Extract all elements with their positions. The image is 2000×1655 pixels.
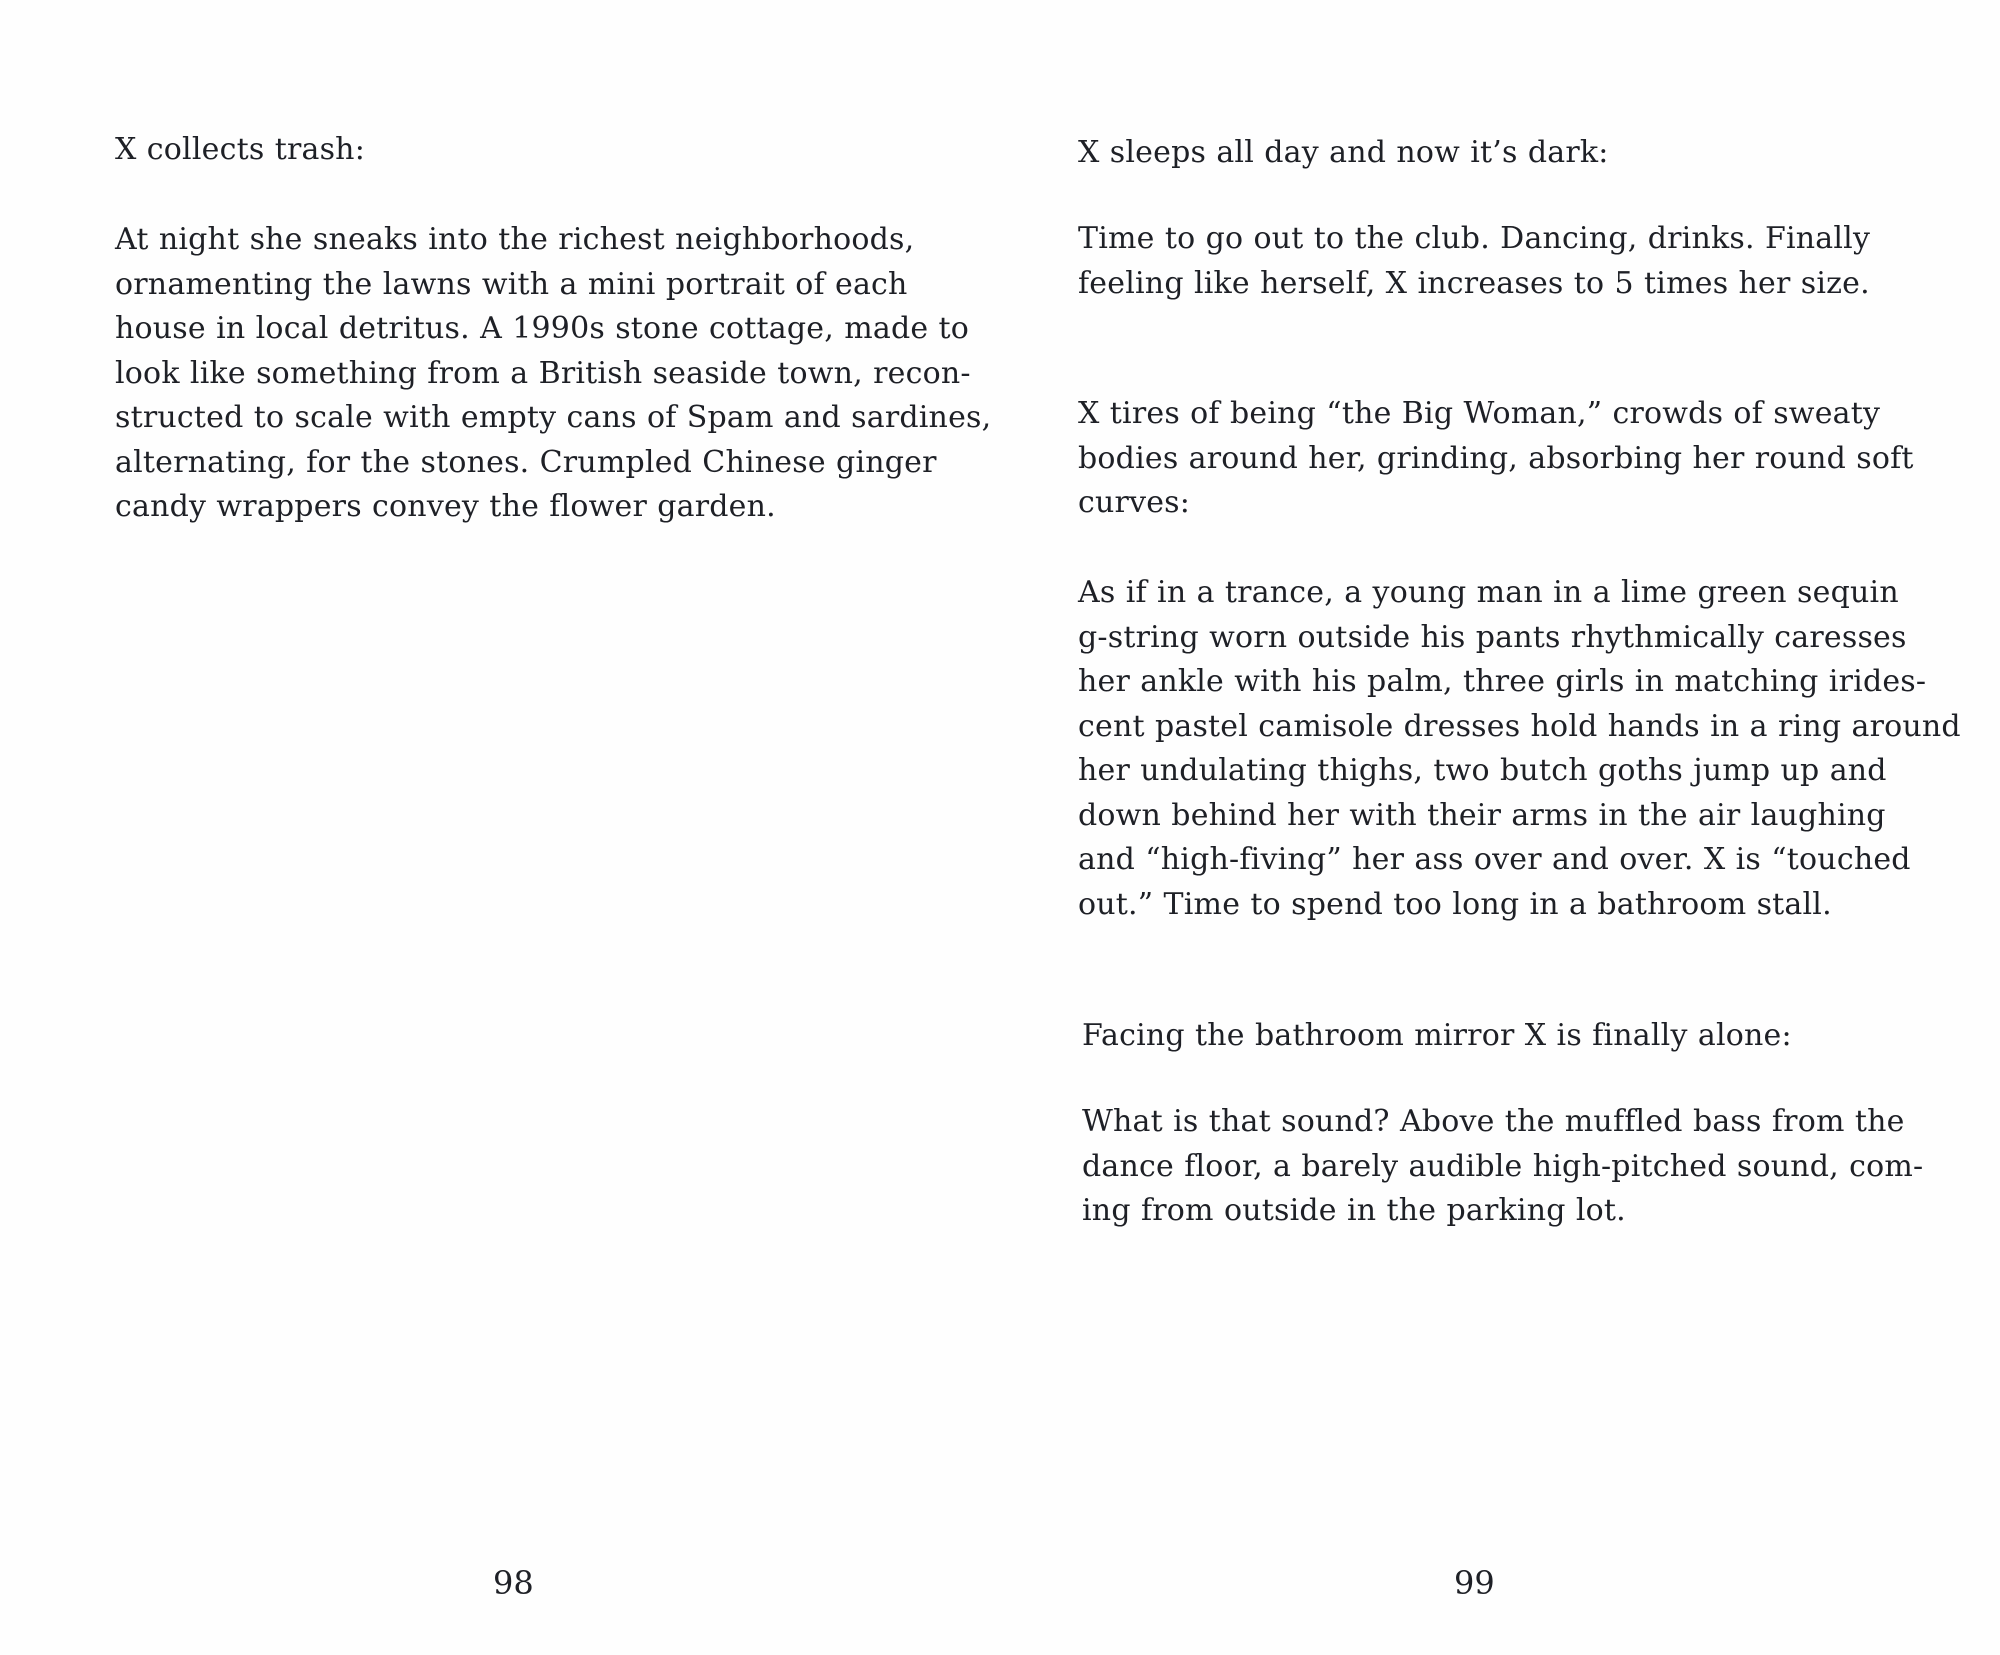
paragraph-line: her ankle with his palm, three girls in matching irides- xyxy=(1078,664,1927,699)
paragraph-line: What is that sound? Above the muffled bass from the xyxy=(1082,1104,1905,1139)
heading-line: curves: xyxy=(1078,485,1191,520)
right-page xyxy=(1000,0,2000,1655)
heading-line: bodies around her, grinding, absorbing her round soft xyxy=(1078,440,1914,476)
paragraph-line: out.” Time to spend too long in a bathroom stall. xyxy=(1078,886,1832,922)
left-page-paragraph xyxy=(115,218,991,530)
paragraph-line: At night she sneaks into the richest neighborhoods, xyxy=(115,222,915,257)
paragraph-line: candy wrappers convey the flower garden. xyxy=(115,489,776,524)
paragraph-line: g-string worn outside his pants rhythmically caresses xyxy=(1078,619,1907,655)
paragraph-line: and “high-fiving” her ass over and over. X is “touched xyxy=(1078,842,1911,877)
paragraph-line: feeling like herself, X increases to 5 times her size. xyxy=(1078,265,1870,301)
paragraph-line: cent pastel camisole dresses hold hands in a ring around xyxy=(1078,708,1961,744)
page-number-right: 99 xyxy=(1454,1564,1495,1602)
page-number-left: 98 xyxy=(493,1564,534,1602)
right-page-paragraph-2 xyxy=(1078,571,1961,927)
paragraph-line: her undulating thighs, two butch goths jump up and xyxy=(1078,753,1887,788)
paragraph-line: down behind her with their arms in the air laughing xyxy=(1078,797,1886,833)
paragraph-line: house in local detritus. A 1990s stone cottage, made to xyxy=(115,311,970,346)
paragraph-line: Time to go out to the club. Dancing, drinks. Finally xyxy=(1078,221,1871,256)
heading-line: X tires of being “the Big Woman,” crowds of sweaty xyxy=(1078,396,1881,431)
paragraph-line: ornamenting the lawns with a mini portrait of each xyxy=(115,266,908,302)
paragraph-line: dance floor, a barely audible high-pitched sound, com- xyxy=(1082,1148,1924,1184)
right-page-paragraph-1 xyxy=(1078,217,1870,306)
paragraph-line: alternating, for the stones. Crumpled Chinese ginger xyxy=(115,444,937,480)
right-page-heading-3: Facing the bathroom mirror X is finally alone: xyxy=(1082,1018,1792,1053)
paragraph-line: As if in a trance, a young man in a lime green sequin xyxy=(1078,575,1899,610)
right-page-heading-2 xyxy=(1078,392,1914,526)
paragraph-line: structed to scale with empty cans of Spam and sardines, xyxy=(115,400,992,435)
right-page-paragraph-3 xyxy=(1082,1100,1923,1234)
left-page-heading: X collects trash: xyxy=(115,132,365,167)
paragraph-line: look like something from a British seaside town, recon- xyxy=(115,355,971,391)
paragraph-line: ing from outside in the parking lot. xyxy=(1082,1193,1626,1228)
right-page-heading-1: X sleeps all day and now it’s dark: xyxy=(1078,135,1609,170)
